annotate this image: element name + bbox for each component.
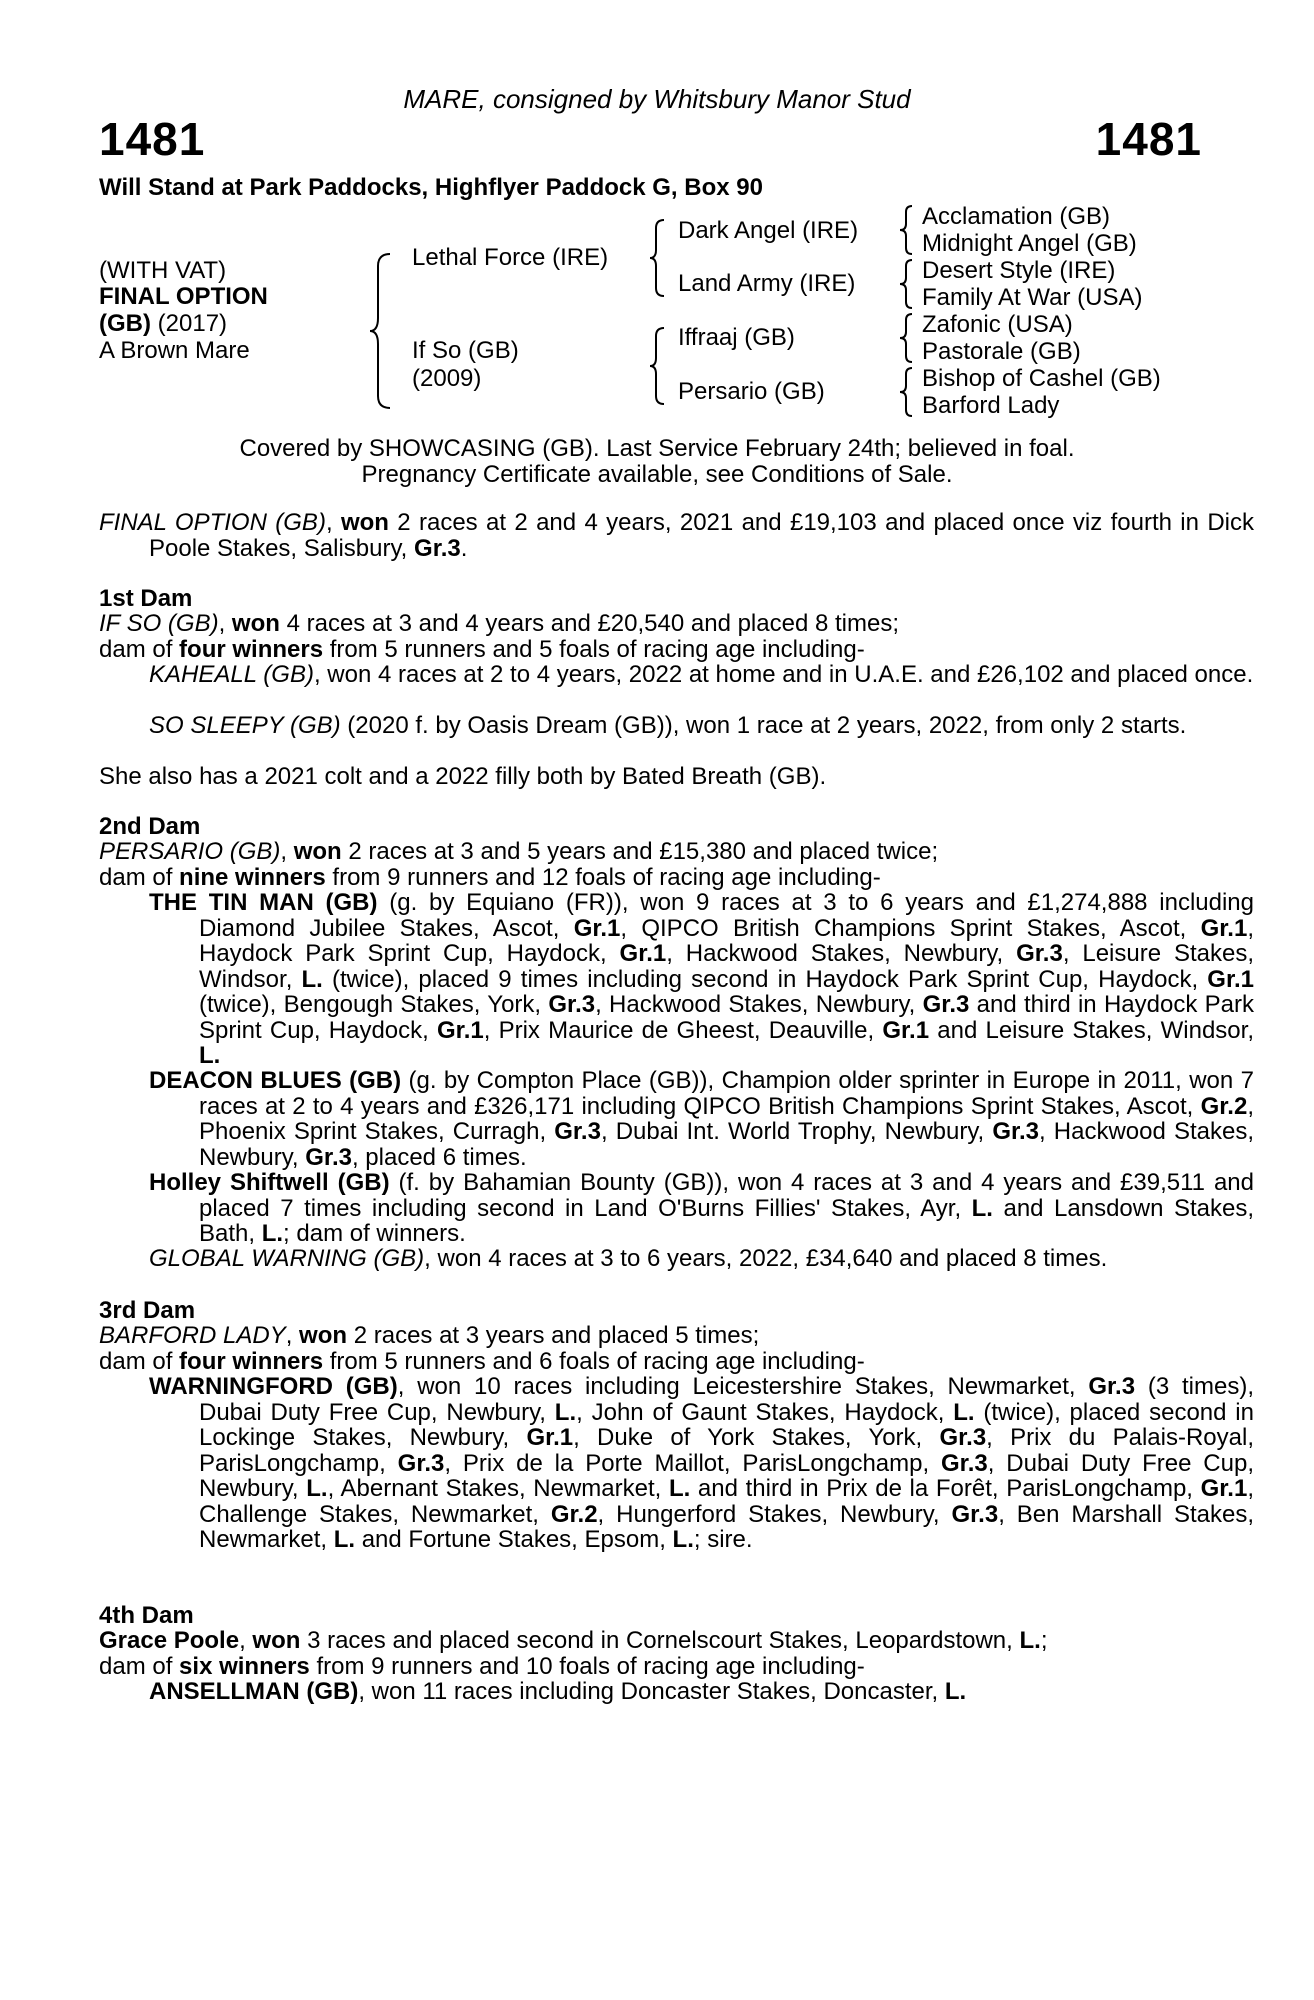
second-dam-heading: 2nd Dam: [99, 813, 201, 840]
first-dam-text: 4 races at 3 and 4 years and £20,540 and placed 8 times;: [279, 610, 899, 637]
produce-the-tin-man: [149, 890, 1254, 1069]
so-sleepy-text: (2020 f. by Oasis Dream (GB)), won 1 race at 2 years, 2022, from only 2 starts.: [340, 712, 1187, 739]
produce-warningford: [149, 1374, 1254, 1553]
hs-c: ; dam of winners.: [283, 1220, 466, 1247]
summary-end: .: [460, 534, 468, 562]
db-a: (g. by Compton Place (GB)), Champion older sprinter in Europe in 2011, won 7 races at 2 to 4 years and £326,171 including QIPCO British Champions Sprint Stakes, Ascot,: [199, 1067, 1254, 1120]
grade: Gr.1: [1207, 965, 1254, 993]
horse-country: (GB): [99, 310, 151, 337]
fourth-dam-produce-text: from 9 runners and 10 foals of racing age including-: [309, 1653, 865, 1680]
first-dam-also: She also has a 2021 colt and a 2022 filly both by Bated Breath (GB).: [99, 763, 827, 790]
ansellman-text: , won 11 races including Doncaster Stakes, Doncaster,: [358, 1678, 945, 1705]
tm-j: , Prix Maurice de Gheest, Deauville,: [483, 1016, 883, 1044]
tm-g: (twice), Bengough Stakes, York,: [199, 991, 549, 1018]
fourth-dam-name: Grace Poole: [99, 1627, 240, 1654]
grade: Gr.3: [1088, 1373, 1136, 1400]
grade: Gr.3: [548, 991, 596, 1018]
grade: L.: [672, 1526, 694, 1553]
second-dam-record: PERSARIO (GB), won 2 races at 3 and 5 years and £15,380 and placed twice;: [99, 838, 939, 865]
first-dam-heading: 1st Dam: [99, 585, 193, 612]
fourth-dam-dam-of: dam of: [99, 1653, 180, 1680]
kaheall-text: , won 4 races at 2 to 4 years, 2022 at home and in U.A.E. and £26,102 and placed once.: [313, 661, 1254, 688]
w-j: and third in Prix de la Forêt, ParisLongchamp,: [690, 1475, 1201, 1502]
first-dam-name: IF SO (GB): [99, 610, 219, 637]
fourth-dam-end: ;: [1040, 1627, 1048, 1654]
pedigree-g3-5: Zafonic (USA): [922, 311, 1073, 338]
grade: L.: [301, 965, 323, 993]
third-dam-dam-of: dam of: [99, 1348, 180, 1375]
grade: L.: [554, 1398, 577, 1426]
pedigree-brace-g2-3: [900, 312, 916, 364]
tm-e: , Leisure Stakes, Windsor,: [199, 940, 1254, 993]
w-h: , Dubai Duty Free Cup, Newbury,: [199, 1449, 1254, 1502]
w-c: , John of Gaunt Stakes, Haydock,: [576, 1398, 954, 1426]
w-i: , Abernant Stakes, Newmarket,: [327, 1475, 669, 1502]
grade: Gr.1: [1200, 1475, 1248, 1502]
third-dam-produce-line: [99, 1349, 1204, 1375]
second-dam-produce-line: [99, 865, 1204, 891]
warningford-name: WARNINGFORD (GB): [149, 1373, 398, 1400]
tm-a: (g. by Equiano (FR)), won 9 races at 3 to 6 years and £1,274,888 including Diamond Jubilee Stakes, Ascot,: [199, 889, 1254, 942]
pedigree-dam-year: (2009): [412, 365, 482, 392]
grade: Gr.3: [939, 1424, 987, 1451]
pedigree-brace-g2-1: [900, 204, 916, 256]
grade: L.: [261, 1220, 284, 1247]
w-e: , Duke of York Stakes, York,: [573, 1424, 940, 1451]
second-dam-name: PERSARIO (GB): [99, 838, 281, 865]
tm-i: and third in Haydock Park Sprint Cup, Haydock,: [199, 991, 1254, 1044]
lot-number-right: 1481: [1095, 113, 1202, 165]
produce-global-warning: [149, 1246, 1254, 1272]
ansellman-name: ANSELLMAN (GB): [149, 1678, 359, 1705]
db-c: , Dubai Int. World Trophy, Newbury,: [600, 1118, 993, 1145]
tm-k: and Leisure Stakes, Windsor,: [929, 1016, 1254, 1044]
grade: Gr.3: [305, 1143, 352, 1171]
grade: Gr.1: [1200, 914, 1248, 942]
first-dam-produce-text: from 5 runners and 5 foals of racing age including-: [323, 636, 865, 663]
grade: L.: [333, 1526, 356, 1553]
grade: Gr.3: [941, 1449, 988, 1477]
holley-shiftwell-name: Holley Shiftwell (GB): [149, 1169, 390, 1196]
grade: Gr.1: [437, 1016, 484, 1044]
kaheall-name: KAHEALL (GB): [149, 661, 314, 688]
w-n: and Fortune Stakes, Epsom,: [355, 1526, 673, 1553]
db-d: , Hackwood Stakes, Newbury,: [199, 1118, 1254, 1171]
grade: L.: [668, 1475, 691, 1502]
db-b: , Phoenix Sprint Stakes, Curragh,: [199, 1092, 1254, 1145]
w-g: , Prix de la Porte Maillot, ParisLongchamp,: [444, 1449, 942, 1477]
summary-grade: Gr.3: [414, 534, 461, 562]
third-dam-record: BARFORD LADY, won 2 races at 3 years and placed 5 times;: [99, 1322, 760, 1349]
pedigree-g2-1: Dark Angel (IRE): [678, 217, 859, 244]
produce-deacon-blues: [149, 1068, 1254, 1170]
grade: Gr.3: [1016, 940, 1063, 967]
w-end: ; sire.: [693, 1526, 753, 1553]
w-k: , Challenge Stakes, Newmarket,: [199, 1475, 1254, 1528]
pedigree-g3-6: Pastorale (GB): [922, 338, 1081, 365]
second-dam-winners: nine winners: [179, 864, 326, 891]
first-dam-dam-of: dam of: [99, 636, 180, 663]
so-sleepy-name: SO SLEEPY (GB): [149, 712, 341, 739]
grade: L.: [199, 1042, 221, 1069]
third-dam-winners: four winners: [179, 1348, 324, 1375]
w-d: (twice), placed second in Lockinge Stakes, Newbury,: [199, 1398, 1254, 1451]
second-dam-text: 2 races at 3 and 5 years and £15,380 and placed twice;: [341, 838, 939, 865]
vat-note: (WITH VAT): [99, 257, 227, 284]
horse-description: A Brown Mare: [99, 337, 250, 364]
pedigree-g3-4: Family At War (USA): [922, 284, 1143, 311]
grade: L.: [953, 1398, 975, 1426]
covered-line-1: Covered by SHOWCASING (GB). Last Service February 24th; believed in foal.: [239, 435, 1075, 462]
db-e: , placed 6 times.: [351, 1143, 527, 1171]
tm-d: , Hackwood Stakes, Newbury,: [666, 940, 1017, 967]
third-dam-name: BARFORD LADY: [99, 1322, 286, 1349]
second-dam-produce-text: from 9 runners and 12 foals of racing age including-: [325, 864, 881, 891]
horse-country-year: [99, 311, 227, 337]
covered-line-2: Pregnancy Certificate available, see Conditions of Sale.: [361, 461, 953, 488]
fourth-dam-produce-line: [99, 1654, 1204, 1680]
third-dam-won: won: [299, 1322, 348, 1349]
pedigree-g3-2: Midnight Angel (GB): [922, 230, 1137, 257]
first-dam-produce-so-sleepy: [149, 713, 1254, 739]
race-summary: FINAL OPTION (GB), won 2 races at 2 and 4 years, 2021 and £19,103 and placed once viz fourth in Dick Poole Stakes, Salisbury, Gr.3.: [99, 509, 1254, 562]
pedigree-dam: If So (GB): [412, 337, 519, 364]
summary-text: 2 races at 2 and 4 years, 2021 and £19,103 and placed once viz fourth in Dick Poole Stakes, Salisbury,: [149, 509, 1254, 562]
grade: L.: [971, 1194, 993, 1222]
tm-h: , Hackwood Stakes, Newbury,: [595, 991, 923, 1018]
pedigree-brace-sire-dam: [370, 252, 394, 410]
fourth-dam-text: 3 races and placed second in Cornelscourt Stakes, Leopardstown,: [300, 1627, 1020, 1654]
w-m: , Ben Marshall Stakes, Newmarket,: [199, 1500, 1254, 1553]
grade: Gr.1: [526, 1424, 574, 1451]
summary-won: won: [340, 509, 389, 536]
pedigree-g3-1: Acclamation (GB): [922, 203, 1111, 230]
pedigree-brace-g2-2: [900, 258, 916, 310]
grade: L.: [944, 1678, 967, 1705]
summary-horse-name: FINAL OPTION (GB): [99, 509, 326, 536]
w-a: , won 10 races including Leicestershire Stakes, Newmarket,: [397, 1373, 1089, 1400]
horse-year: (2017): [157, 310, 228, 337]
first-dam-produce-kaheall: [149, 662, 1254, 688]
tm-f: (twice), placed 9 times including second in Haydock Park Sprint Cup, Haydock,: [322, 965, 1208, 993]
grade: Gr.3: [554, 1118, 601, 1145]
pedigree-g2-2: Land Army (IRE): [678, 270, 856, 297]
second-dam-dam-of: dam of: [99, 864, 180, 891]
third-dam-produce-text: from 5 runners and 6 foals of racing age including-: [323, 1348, 865, 1375]
horse-name: FINAL OPTION: [99, 283, 268, 310]
grade: Gr.2: [550, 1500, 598, 1528]
second-dam-won: won: [293, 838, 342, 865]
deacon-blues-name: DEACON BLUES (GB): [149, 1067, 402, 1094]
hs-b: and Lansdown Stakes, Bath,: [199, 1194, 1254, 1247]
grade: Gr.1: [619, 940, 667, 967]
pedigree-g3-3: Desert Style (IRE): [922, 257, 1116, 284]
pedigree-g3-7: Bishop of Cashel (GB): [922, 365, 1161, 392]
first-dam-winners: four winners: [179, 636, 324, 663]
grade: Gr.3: [951, 1500, 999, 1528]
w-b: (3 times), Dubai Duty Free Cup, Newbury,: [199, 1373, 1254, 1426]
tm-c: , Haydock Park Sprint Cup, Haydock,: [199, 914, 1254, 967]
pedigree-g2-4: Persario (GB): [678, 378, 825, 405]
consignor-line: MARE, consigned by Whitsbury Manor Stud: [403, 84, 911, 114]
the-tin-man-name: THE TIN MAN (GB): [149, 889, 378, 916]
pedigree-g2-3: Iffraaj (GB): [678, 324, 795, 351]
hs-a: (f. by Bahamian Bounty (GB)), won 4 races at 3 and 4 years and £39,511 and placed 7 times including second in Land O'Burns Fillies' Stakes, Ayr,: [199, 1169, 1255, 1222]
first-dam-produce-line: [99, 637, 1204, 663]
grade: Gr.1: [882, 1016, 930, 1044]
grade: L.: [1019, 1627, 1041, 1654]
grade: Gr.3: [922, 991, 970, 1018]
w-f: , Prix du Palais-Royal, ParisLongchamp,: [199, 1424, 1254, 1477]
lot-number-left: 1481: [99, 113, 206, 165]
pedigree-g3-8: Barford Lady: [922, 392, 1060, 419]
tm-b: , QIPCO British Champions Sprint Stakes, Ascot,: [620, 914, 1201, 942]
grade: Gr.3: [992, 1118, 1040, 1145]
third-dam-text: 2 races at 3 years and placed 5 times;: [347, 1322, 760, 1349]
grade: Gr.2: [1200, 1092, 1248, 1120]
grade: Gr.1: [573, 914, 621, 942]
fourth-dam-winners: six winners: [179, 1653, 310, 1680]
gw-text: , won 4 races at 3 to 6 years, 2022, £34,640 and placed 8 times.: [424, 1245, 1108, 1272]
pedigree-sire: Lethal Force (IRE): [412, 244, 609, 271]
grade: Gr.3: [397, 1449, 445, 1477]
third-dam-heading: 3rd Dam: [99, 1297, 196, 1324]
pedigree-brace-sire: [650, 218, 668, 298]
fourth-dam-won: won: [252, 1627, 301, 1654]
produce-holley-shiftwell: [149, 1170, 1254, 1247]
pedigree-brace-dam: [650, 326, 668, 406]
w-l: , Hungerford Stakes, Newbury,: [597, 1500, 952, 1528]
produce-ansellman: [149, 1679, 1254, 1705]
fourth-dam-heading: 4th Dam: [99, 1602, 194, 1629]
grade: L.: [306, 1475, 328, 1502]
fourth-dam-record: Grace Poole, won 3 races and placed second in Cornelscourt Stakes, Leopardstown, L.;: [99, 1627, 1048, 1654]
first-dam-won: won: [231, 610, 280, 637]
stand-location: Will Stand at Park Paddocks, Highflyer Paddock G, Box 90: [99, 174, 763, 201]
pedigree-brace-g2-4: [900, 366, 916, 418]
first-dam-record: IF SO (GB), won 4 races at 3 and 4 years and £20,540 and placed 8 times;: [99, 610, 899, 637]
global-warning-name: GLOBAL WARNING (GB): [149, 1245, 425, 1272]
